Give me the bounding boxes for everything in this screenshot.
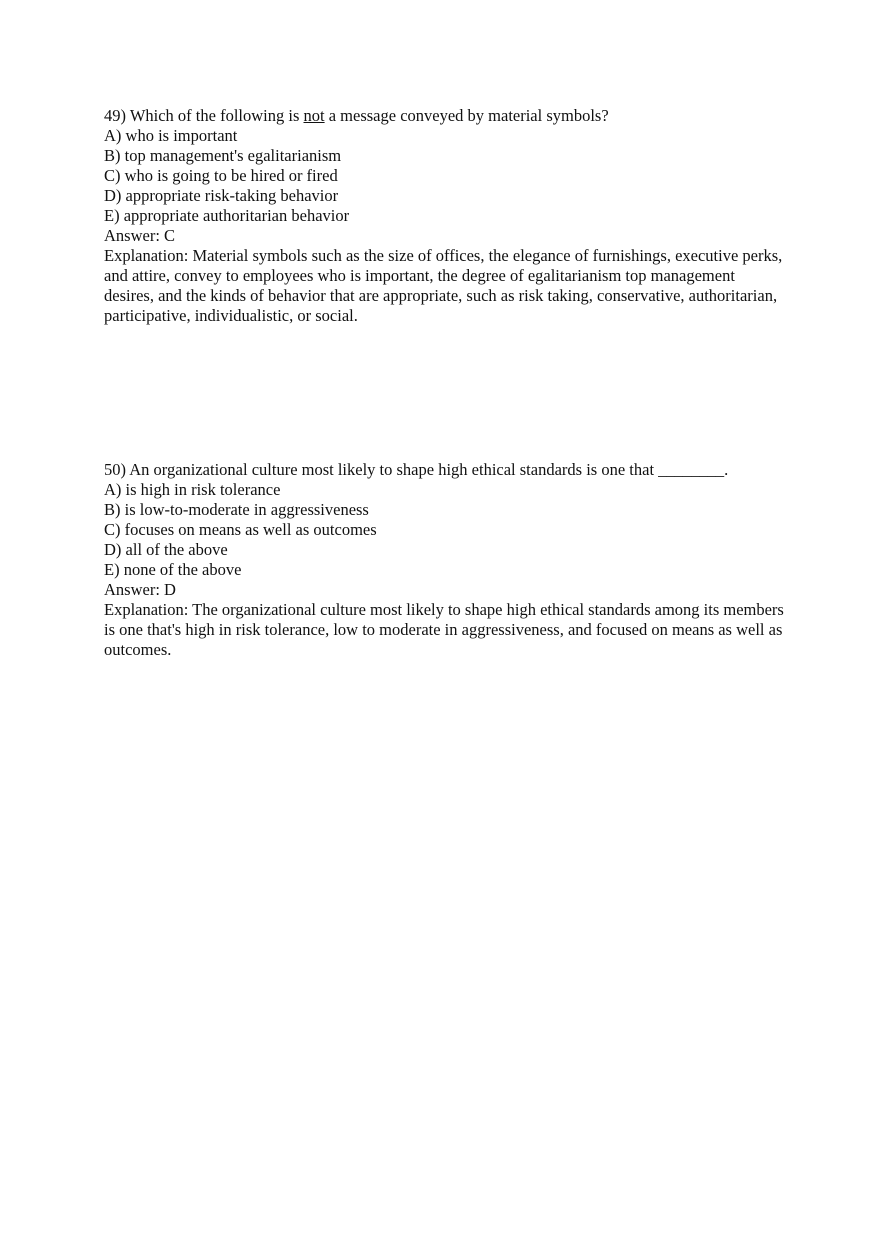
stem-text-after: a message conveyed by material symbols? [324, 106, 609, 125]
question-stem [104, 106, 784, 126]
explanation-paragraph: Explanation: The organizational culture most likely to shape high ethical standards among its members is one that's high in risk tolerance, low to moderate in aggressiveness, and focused on means as well as outcomes. [104, 600, 784, 659]
answer-line: Answer: D [104, 580, 176, 599]
option-e: E) appropriate authoritarian behavior [104, 206, 350, 225]
option-d: D) appropriate risk-taking behavior [104, 186, 339, 205]
option-a: A) is high in risk tolerance [104, 480, 281, 499]
question-50 [104, 460, 784, 660]
option-c: C) who is going to be hired or fired [104, 166, 338, 185]
answer-line: Answer: C [104, 226, 176, 245]
option-a: A) who is important [104, 126, 238, 145]
stem-emphasis: not [303, 106, 325, 125]
option-b: B) top management's egalitarianism [104, 146, 342, 165]
stem-text-before: 49) Which of the following is [104, 106, 304, 125]
question-49 [104, 106, 784, 326]
question-stem: 50) An organizational culture most likely to shape high ethical standards is one that ________. [104, 460, 729, 479]
option-e: E) none of the above [104, 560, 242, 579]
explanation-paragraph: Explanation: Material symbols such as the size of offices, the elegance of furnishings, executive perks, and attire, convey to employees who is important, the degree of egalitarianism top management desires, and the kinds of behavior that are appropriate, such as risk taking, conservative, authoritarian, participative, individualistic, or social. [104, 246, 783, 325]
option-c: C) focuses on means as well as outcomes [104, 520, 377, 539]
option-d: D) all of the above [104, 540, 228, 559]
option-b: B) is low-to-moderate in aggressiveness [104, 500, 369, 519]
